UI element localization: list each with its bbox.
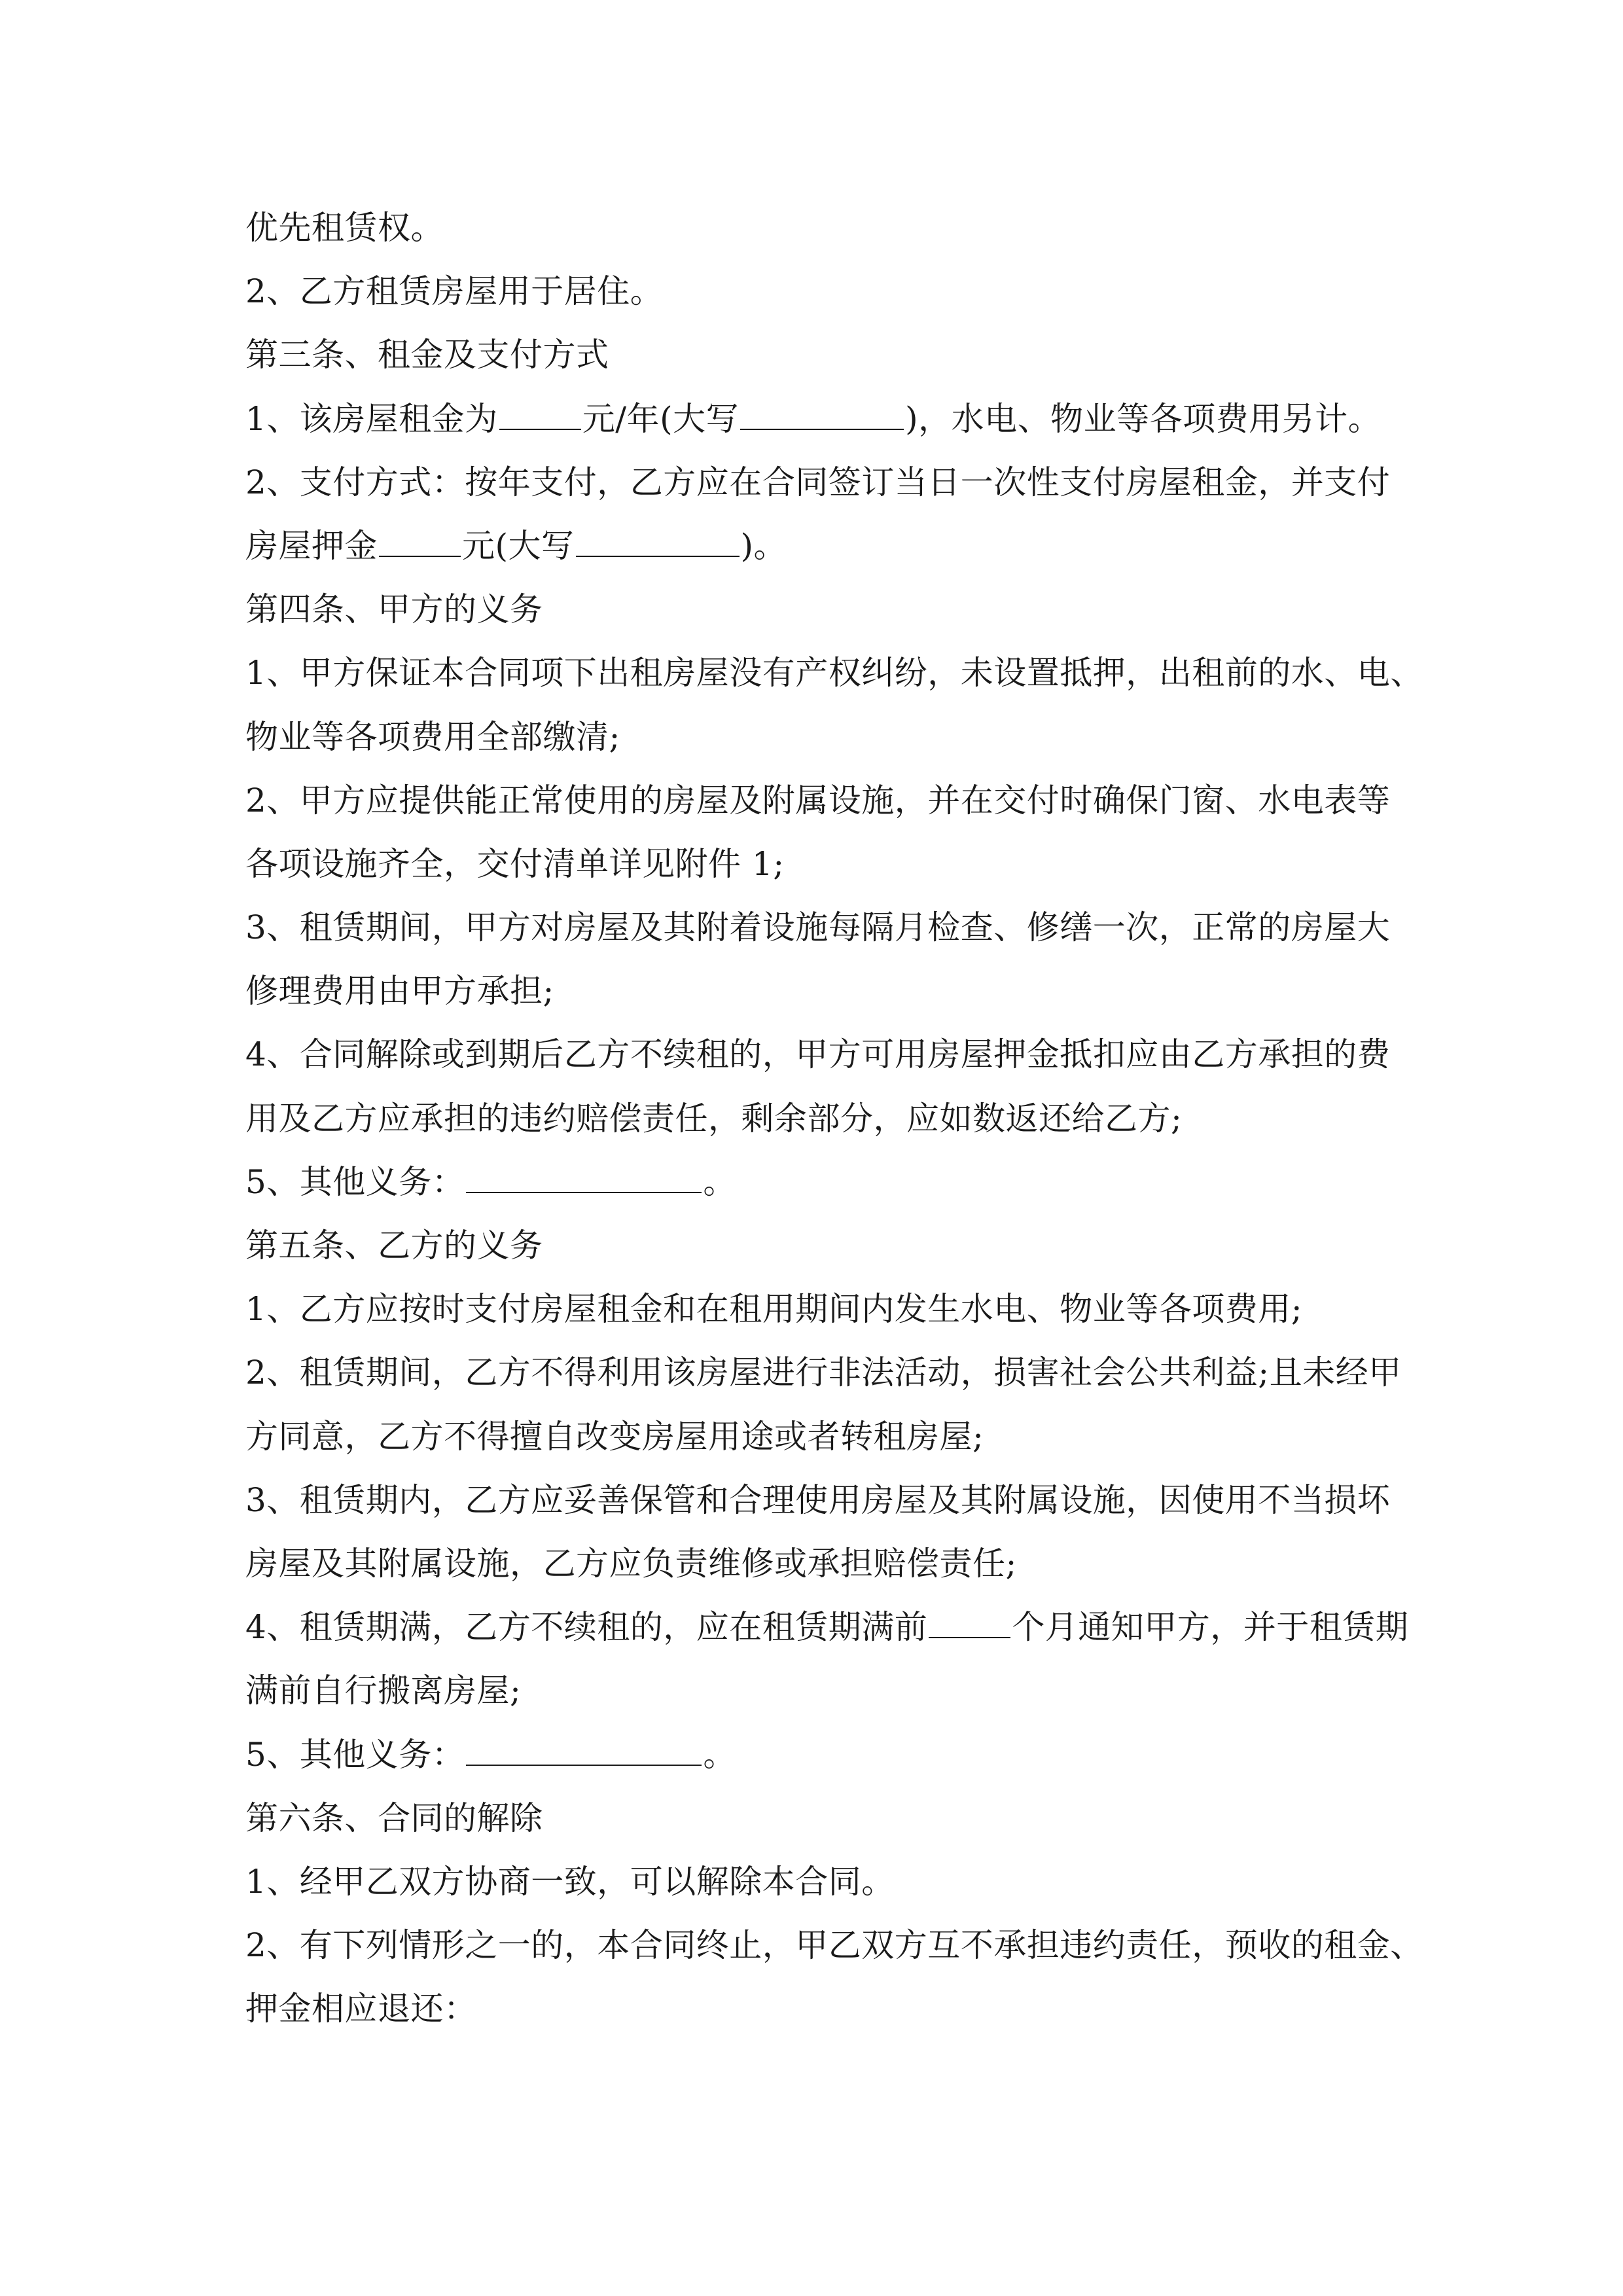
landlord-other-duties-blank[interactable] bbox=[466, 1166, 702, 1193]
text-line: 1、甲方保证本合同项下出租房屋没有产权纠纷，未设置抵押，出租前的水、电、 bbox=[245, 654, 1423, 692]
text-line: 1、经甲乙双方协商一致，可以解除本合同。 bbox=[245, 1862, 895, 1901]
document-body bbox=[245, 196, 1423, 2041]
text-line: 4、租赁期满，乙方不续租的，应在租赁期满前 个月通知甲方，并于租赁期 bbox=[245, 1608, 1409, 1647]
text-line: 各项设施齐全，交付清单详见附件 1; bbox=[245, 844, 785, 883]
text-line: 房屋及其附属设施，乙方应负责维修或承担赔偿责任; bbox=[245, 1544, 1017, 1583]
text-line: 2、有下列情形之一的，本合同终止，甲乙双方互不承担违约责任，预收的租金、 bbox=[245, 1926, 1423, 1965]
text-line: 5、其他义务： 。 bbox=[245, 1735, 736, 1774]
text-line: 3、租赁期间，甲方对房屋及其附着设施每隔月检查、修缮一次，正常的房屋大 bbox=[245, 908, 1391, 947]
text-line: 1、乙方应按时支付房屋租金和在租用期间内发生水电、物业等各项费用; bbox=[245, 1290, 1303, 1329]
text-line: 2、乙方租赁房屋用于居住。 bbox=[245, 272, 664, 311]
text-line: 房屋押金 元(大写 )。 bbox=[245, 526, 787, 565]
text-line: 押金相应退还： bbox=[245, 1990, 477, 2028]
text-line: 2、支付方式：按年支付，乙方应在合同签订当日一次性支付房屋租金，并支付 bbox=[245, 463, 1391, 501]
text-line: 2、租赁期间，乙方不得利用该房屋进行非法活动，损害社会公共利益;且未经甲 bbox=[245, 1354, 1402, 1392]
rent-amount-blank[interactable] bbox=[499, 403, 581, 430]
text-line: 4、合同解除或到期后乙方不续租的，甲方可用房屋押金抵扣应由乙方承担的费 bbox=[245, 1035, 1391, 1074]
text-line: 2、甲方应提供能正常使用的房屋及附属设施，并在交付时确保门窗、水电表等 bbox=[245, 781, 1391, 819]
text-line: 3、租赁期内，乙方应妥善保管和合理使用房屋及其附属设施，因使用不当损坏 bbox=[245, 1480, 1391, 1519]
text-line: 满前自行搬离房屋; bbox=[245, 1672, 522, 1710]
text-line: 1、该房屋租金为 元/年(大写 )，水电、物业等各项费用另计。 bbox=[245, 399, 1382, 438]
section-heading-3: 第三条、租金及支付方式 bbox=[245, 336, 609, 374]
text-line: 优先租赁权。 bbox=[245, 209, 444, 247]
text-line: 物业等各项费用全部缴清; bbox=[245, 717, 620, 756]
tenant-other-duties-blank[interactable] bbox=[466, 1738, 702, 1766]
notice-months-blank[interactable] bbox=[929, 1611, 1010, 1638]
text-line: 5、其他义务： 。 bbox=[245, 1162, 736, 1201]
text-line: 用及乙方应承担的违约赔偿责任，剩余部分，应如数返还给乙方; bbox=[245, 1099, 1183, 1138]
deposit-amount-blank[interactable] bbox=[379, 529, 461, 557]
rent-amount-words-blank[interactable] bbox=[740, 403, 904, 430]
deposit-amount-words-blank[interactable] bbox=[576, 529, 740, 557]
section-heading-4: 第四条、甲方的义务 bbox=[245, 590, 543, 629]
text-line: 方同意，乙方不得擅自改变房屋用途或者转租房屋; bbox=[245, 1417, 984, 1456]
section-heading-6: 第六条、合同的解除 bbox=[245, 1799, 543, 1837]
text-line: 修理费用由甲方承担; bbox=[245, 972, 554, 1011]
section-heading-5: 第五条、乙方的义务 bbox=[245, 1227, 543, 1265]
